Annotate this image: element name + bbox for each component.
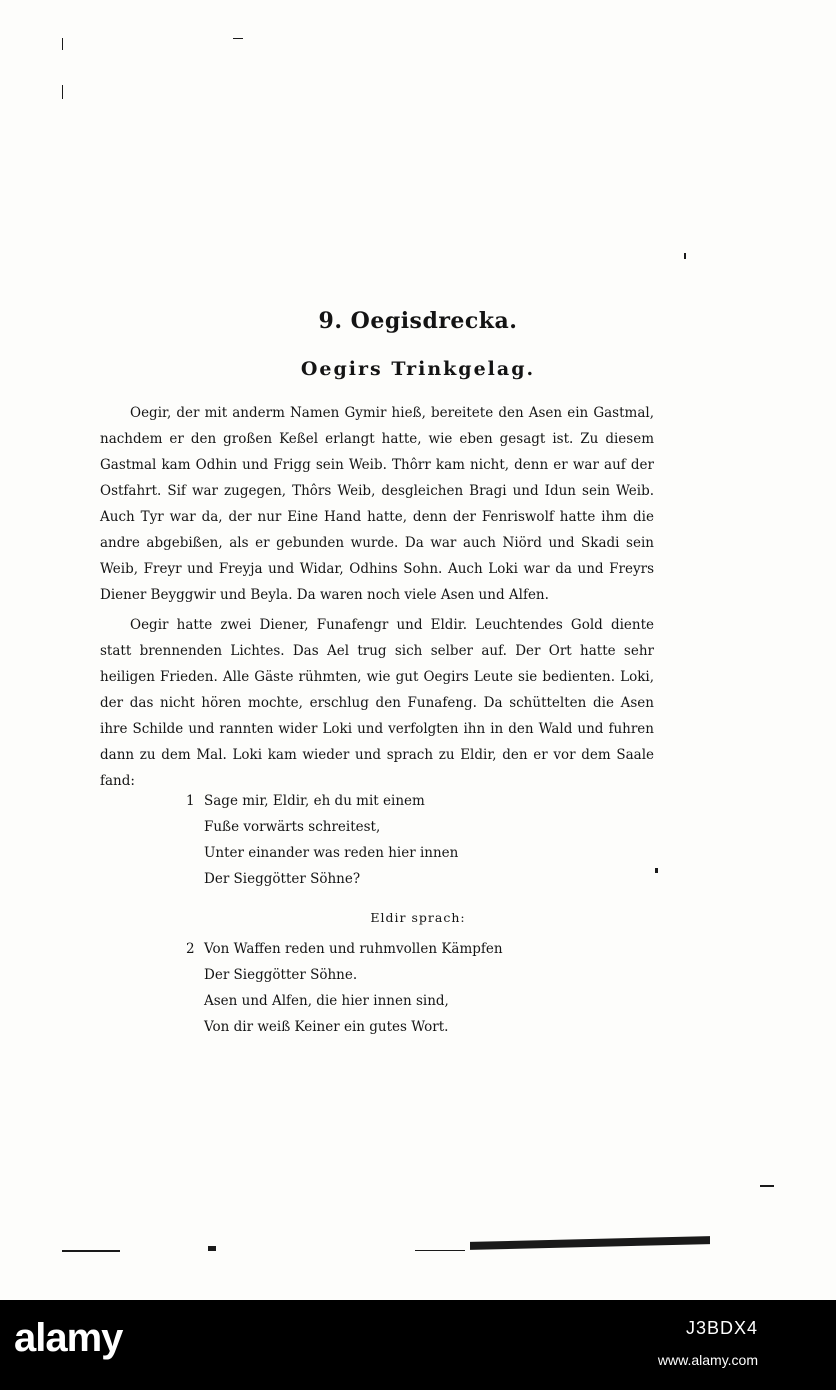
scan-edge-line (62, 1250, 120, 1252)
stanza-line: Der Sieggötter Söhne. (204, 967, 358, 983)
stanza-number: 2 (186, 941, 195, 957)
scan-edge-smear (470, 1236, 710, 1250)
paragraph-2: Oegir hatte zwei Diener, Funafengr und Eldir. Leuchtendes Gold diente statt brennenden Lichtes. Das Ael trug sich selber auf. Der Ort hatte sehr heiligen Frieden. Alle Gäste rühmten, wie gut Oegirs Leute sie bedienten. Loki, der das nicht hören mochte, erschlug den Funafeng. Da schüttelten die Asen ihre Schilde und rannten wider Loki und verfolgten ihn in den Wald und fuhren dann zu dem Mal. Loki kam wieder und sprach zu Eldir, den er vor dem Saale fand: (100, 617, 654, 789)
chapter-subtitle: Oegirs Trinkgelag. (300, 358, 536, 380)
chapter-title: 9. Oegisdrecka. (318, 308, 518, 334)
scan-speck (684, 253, 686, 259)
watermark-bar (0, 1300, 836, 1390)
stock-id: J3BDX4 (685, 1318, 758, 1338)
stanza-1 (186, 788, 566, 892)
stanza-line: 1 Sage mir, Eldir, eh du mit einem (186, 788, 566, 814)
scan-speck (655, 868, 658, 873)
stanza-line: Der Sieggötter Söhne? (204, 871, 361, 887)
scan-speck (208, 1246, 216, 1251)
stanza-line: Von dir weiß Keiner ein gutes Wort. (204, 1019, 449, 1035)
stanza-2 (186, 936, 566, 1040)
scan-speck (760, 1185, 774, 1187)
scan-speck (62, 85, 63, 99)
stanza-line: Asen und Alfen, die hier innen sind, (204, 993, 449, 1009)
stanza-line: Unter einander was reden hier innen (204, 845, 459, 861)
paragraph-1: Oegir, der mit anderm Namen Gymir hieß, bereitete den Asen ein Gastmal, nachdem er den großen Keßel erlangt hatte, wie eben gesagt ist. Zu diesem Gastmal kam Odhin und Frigg sein Weib. Thôrr kam nicht, denn er war auf der Ostfahrt. Sif war zugegen, Thôrs Weib, desgleichen Bragi und Idun sein Weib. Auch Tyr war da, der nur Eine Hand hatte, denn der Fenriswolf hatte ihm die andre abgebißen, als er gebunden wurde. Da war auch Niörd und Skadi sein Weib, Freyr und Freyja und Widar, Odhins Sohn. Auch Loki war da und Freyrs Diener Beyggwir und Beyla. Da waren noch viele Asen und Alfen. (100, 405, 654, 603)
speaker-label: Eldir sprach: (370, 910, 466, 925)
stanza-line: Fuße vorwärts schreitest, (204, 819, 381, 835)
scan-edge-line (415, 1250, 465, 1251)
stanza-line: 2 Von Waffen reden und ruhmvollen Kämpfen (186, 936, 566, 962)
scan-speck (62, 38, 63, 50)
watermark-url: www.alamy.com (657, 1352, 758, 1368)
alamy-logo: alamy (14, 1316, 123, 1360)
scan-speck (233, 38, 243, 39)
stanza-number: 1 (186, 793, 195, 809)
